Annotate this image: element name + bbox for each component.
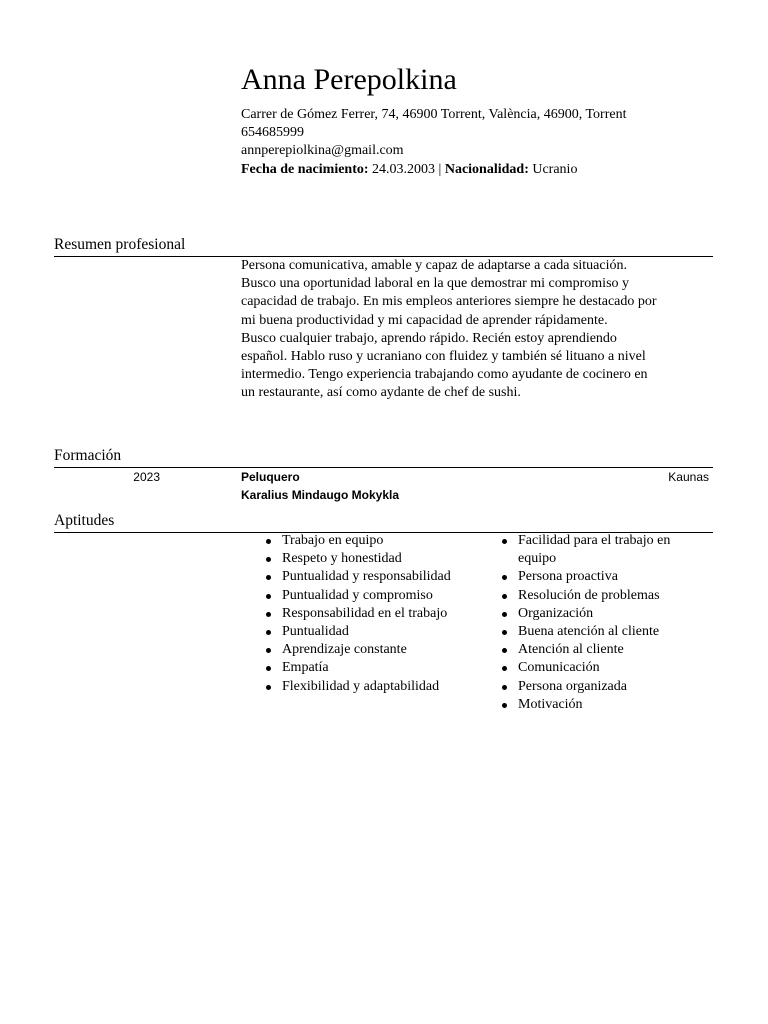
summary-title: Resumen profesional	[54, 235, 713, 257]
summary-line: mi buena productividad y mi capacidad de aprender rápidamente.	[241, 312, 608, 328]
summary-line: capacidad de trabajo. En mis empleos anteriores siempre he destacado por	[241, 294, 657, 310]
skill-item: Respeto y honestidad	[264, 550, 479, 568]
summary-text	[241, 257, 713, 403]
summary-line: español. Hablo ruso y ucraniano con fluidez y también sé lituano a nivel	[241, 349, 646, 365]
skill-item: Comunicación	[500, 659, 710, 677]
skill-item: Atención al cliente	[500, 641, 710, 659]
education-city: Kaunas	[668, 470, 709, 484]
birth-date-label: Fecha de nacimiento:	[241, 161, 369, 177]
skill-item: Puntualidad y responsabilidad	[264, 568, 479, 586]
skill-item: Trabajo en equipo	[264, 532, 479, 550]
education-year: 2023	[133, 470, 160, 484]
skill-item: Organización	[500, 605, 710, 623]
skill-item: Aprendizaje constante	[264, 641, 479, 659]
skill-item: Resolución de problemas	[500, 587, 710, 605]
education-school: Karalius Mindaugo Mokykla	[241, 488, 400, 502]
skill-item: Flexibilidad y adaptabilidad	[264, 678, 479, 696]
education-degree: Peluquero	[241, 470, 300, 484]
email: annperepiolkina@gmail.com	[241, 143, 404, 159]
address: Carrer de Gómez Ferrer, 74, 46900 Torrent, València, 46900, Torrent	[241, 107, 627, 122]
summary-line: Persona comunicativa, amable y capaz de adaptarse a cada situación.	[241, 258, 627, 273]
skills-title: Aptitudes	[54, 511, 713, 533]
summary-line: Busco cualquier trabajo, aprendo rápido. Recién estoy aprendiendo	[241, 330, 617, 346]
skill-item: Persona organizada	[500, 678, 710, 696]
skill-item: Buena atención al cliente	[500, 623, 710, 641]
summary-line: un restaurante, así como aydante de chef de sushi.	[241, 385, 521, 401]
candidate-name: Anna Perepolkina	[241, 63, 457, 96]
education-title: Formación	[54, 446, 713, 468]
skill-item: Responsabilidad en el trabajo	[264, 605, 479, 623]
nationality-value: Ucranio	[532, 161, 578, 177]
summary-line: intermedio. Tengo experiencia trabajando como ayudante de cocinero en	[241, 367, 648, 383]
detail-separator: |	[438, 161, 442, 177]
skills-list-left	[264, 532, 479, 696]
skill-item: Motivación	[500, 696, 710, 714]
skills-list-right	[500, 532, 710, 714]
birth-date-value: 24.03.2003	[372, 161, 436, 177]
contact-block	[241, 106, 721, 179]
skill-item: Puntualidad	[264, 623, 479, 641]
summary-section	[54, 235, 713, 257]
skill-item: Facilidad para el trabajo en equipo	[500, 532, 710, 568]
skill-item: Persona proactiva	[500, 568, 710, 586]
phone: 654685999	[241, 125, 304, 141]
nationality-label: Nacionalidad:	[444, 161, 529, 177]
summary-line: Busco una oportunidad laboral en la que demostrar mi compromiso y	[241, 276, 630, 292]
education-section	[54, 446, 713, 468]
skill-item: Puntualidad y compromiso	[264, 587, 479, 605]
personal-details	[241, 161, 721, 179]
skill-item: Empatía	[264, 659, 479, 677]
skills-section	[54, 511, 713, 533]
